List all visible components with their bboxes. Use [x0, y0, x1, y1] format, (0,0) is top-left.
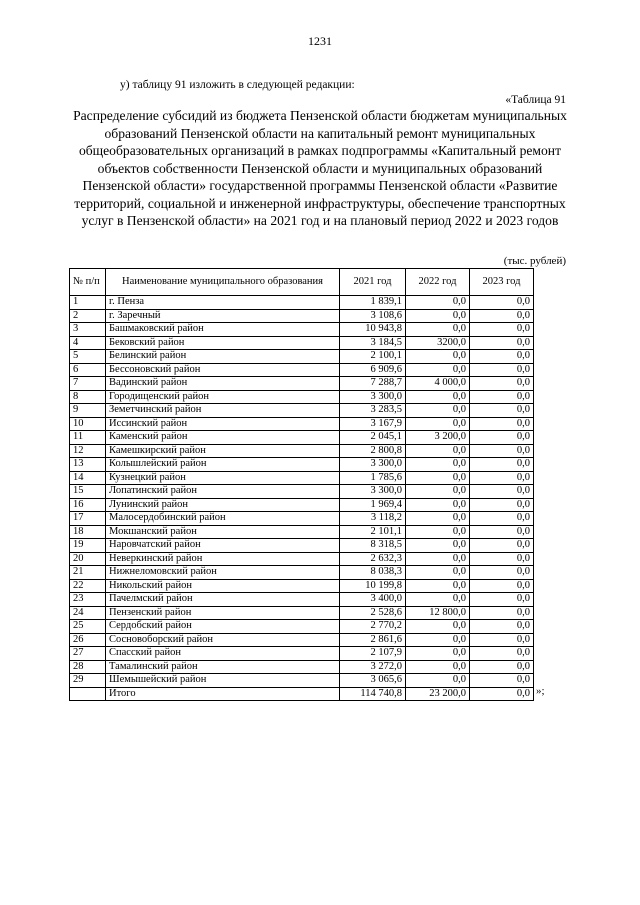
row-name: Бессоновский район	[106, 363, 340, 377]
row-2021: 3 065,6	[340, 674, 406, 688]
row-name: Мокшанский район	[106, 525, 340, 539]
table-row	[70, 363, 534, 377]
row-2022: 3200,0	[406, 336, 470, 350]
row-2023: 0,0	[470, 309, 534, 323]
row-2023: 0,0	[470, 363, 534, 377]
header-2023: 2023 год	[470, 269, 534, 296]
row-name: Иссинский район	[106, 417, 340, 431]
table-row	[70, 620, 534, 634]
row-num: 4	[70, 336, 106, 350]
header-num: № п/п	[70, 269, 106, 296]
row-name: Малосердобинский район	[106, 512, 340, 526]
row-2022: 0,0	[406, 660, 470, 674]
row-num: 8	[70, 390, 106, 404]
row-2022: 0,0	[406, 593, 470, 607]
row-2022: 4 000,0	[406, 377, 470, 391]
subsidy-table	[69, 268, 534, 701]
table-row	[70, 296, 534, 310]
row-2023: 0,0	[470, 444, 534, 458]
row-2023: 0,0	[470, 336, 534, 350]
row-2023: 0,0	[470, 539, 534, 553]
table-row	[70, 390, 534, 404]
row-2023: 0,0	[470, 404, 534, 418]
row-2023: 0,0	[470, 660, 534, 674]
row-2023: 0,0	[470, 323, 534, 337]
row-2023: 0,0	[470, 579, 534, 593]
row-name: Сердобский район	[106, 620, 340, 634]
table-row	[70, 404, 534, 418]
row-name: Пензенский район	[106, 606, 340, 620]
row-name: Наровчатский район	[106, 539, 340, 553]
row-2023: 0,0	[470, 431, 534, 445]
row-2021: 10 199,8	[340, 579, 406, 593]
row-2023: 0,0	[470, 633, 534, 647]
row-num: 19	[70, 539, 106, 553]
row-name: Колышлейский район	[106, 458, 340, 472]
row-num: 10	[70, 417, 106, 431]
row-2022: 0,0	[406, 404, 470, 418]
table-row	[70, 674, 534, 688]
row-num: 23	[70, 593, 106, 607]
row-2023: 0,0	[470, 512, 534, 526]
table-row	[70, 417, 534, 431]
row-2022: 12 800,0	[406, 606, 470, 620]
table-row	[70, 377, 534, 391]
row-num: 12	[70, 444, 106, 458]
row-2021: 3 300,0	[340, 390, 406, 404]
row-num: 28	[70, 660, 106, 674]
row-name: Земетчинский район	[106, 404, 340, 418]
row-num: 27	[70, 647, 106, 661]
row-2021: 3 400,0	[340, 593, 406, 607]
row-2022: 0,0	[406, 458, 470, 472]
row-2023: 0,0	[470, 417, 534, 431]
table-row	[70, 485, 534, 499]
row-2022: 0,0	[406, 485, 470, 499]
row-name: Тамалинский район	[106, 660, 340, 674]
row-2022: 0,0	[406, 309, 470, 323]
row-2022: 3 200,0	[406, 431, 470, 445]
row-2021: 2 528,6	[340, 606, 406, 620]
table-row	[70, 593, 534, 607]
row-name: Лопатинский район	[106, 485, 340, 499]
row-name: Шемышейский район	[106, 674, 340, 688]
row-num: 5	[70, 350, 106, 364]
row-2022: 0,0	[406, 498, 470, 512]
row-2023: 0,0	[470, 350, 534, 364]
row-2022: 0,0	[406, 417, 470, 431]
row-num: 17	[70, 512, 106, 526]
row-2022: 0,0	[406, 552, 470, 566]
row-2022: 0,0	[406, 579, 470, 593]
row-name: Пачелмский район	[106, 593, 340, 607]
row-name: Вадинский район	[106, 377, 340, 391]
row-2023: 0,0	[470, 485, 534, 499]
table-row	[70, 579, 534, 593]
header-name: Наименование муниципального образования	[106, 269, 340, 296]
table-row	[70, 323, 534, 337]
header-2021: 2021 год	[340, 269, 406, 296]
row-2021: 3 272,0	[340, 660, 406, 674]
row-2021: 10 943,8	[340, 323, 406, 337]
row-2023: 0,0	[470, 674, 534, 688]
table-row	[70, 512, 534, 526]
table-row	[70, 471, 534, 485]
row-2022: 0,0	[406, 647, 470, 661]
row-2022: 0,0	[406, 525, 470, 539]
row-2023: 0,0	[470, 458, 534, 472]
row-2021: 2 100,1	[340, 350, 406, 364]
row-2022: 0,0	[406, 296, 470, 310]
row-num: 3	[70, 323, 106, 337]
row-name: Башмаковский район	[106, 323, 340, 337]
row-2023: 0,0	[470, 498, 534, 512]
row-name: Нижнеломовский район	[106, 566, 340, 580]
row-name: Итого	[106, 687, 340, 701]
row-num: 13	[70, 458, 106, 472]
row-2022: 0,0	[406, 323, 470, 337]
row-2021: 3 184,5	[340, 336, 406, 350]
row-2023: 0,0	[470, 377, 534, 391]
row-2022: 0,0	[406, 566, 470, 580]
row-num: 22	[70, 579, 106, 593]
row-num: 11	[70, 431, 106, 445]
row-2021: 2 101,1	[340, 525, 406, 539]
row-2021: 1 839,1	[340, 296, 406, 310]
row-name: Сосновоборский район	[106, 633, 340, 647]
table-label: «Таблица 91	[505, 94, 566, 106]
row-2023: 0,0	[470, 647, 534, 661]
row-num: 25	[70, 620, 106, 634]
units-label: (тыс. рублей)	[503, 255, 566, 267]
row-2021: 3 118,2	[340, 512, 406, 526]
row-2022: 0,0	[406, 390, 470, 404]
row-name: Лунинский район	[106, 498, 340, 512]
row-2023: 0,0	[470, 471, 534, 485]
row-num: 6	[70, 363, 106, 377]
table-row	[70, 552, 534, 566]
row-2021: 2 861,6	[340, 633, 406, 647]
row-2022: 0,0	[406, 363, 470, 377]
row-2022: 0,0	[406, 512, 470, 526]
row-name: Кузнецкий район	[106, 471, 340, 485]
row-2021: 2 632,3	[340, 552, 406, 566]
row-2021: 3 283,5	[340, 404, 406, 418]
row-num: 7	[70, 377, 106, 391]
row-name: Неверкинский район	[106, 552, 340, 566]
row-2021: 3 300,0	[340, 485, 406, 499]
row-2021: 2 770,2	[340, 620, 406, 634]
row-2023: 0,0	[470, 593, 534, 607]
row-2023: 0,0	[470, 687, 534, 701]
row-2021: 1 969,4	[340, 498, 406, 512]
row-2021: 8 318,5	[340, 539, 406, 553]
row-num: 9	[70, 404, 106, 418]
table-row	[70, 525, 534, 539]
row-num: 15	[70, 485, 106, 499]
row-name: Бековский район	[106, 336, 340, 350]
table-row	[70, 566, 534, 580]
row-num: 29	[70, 674, 106, 688]
row-num: 20	[70, 552, 106, 566]
row-num: 26	[70, 633, 106, 647]
table-row	[70, 444, 534, 458]
row-name: Камешкирский район	[106, 444, 340, 458]
row-2021: 3 108,6	[340, 309, 406, 323]
row-2023: 0,0	[470, 525, 534, 539]
row-name: Никольский район	[106, 579, 340, 593]
table-row	[70, 606, 534, 620]
row-2023: 0,0	[470, 606, 534, 620]
table-row	[70, 539, 534, 553]
row-2022: 0,0	[406, 444, 470, 458]
row-2021: 8 038,3	[340, 566, 406, 580]
page-number: 1231	[308, 34, 332, 48]
row-2021: 3 167,9	[340, 417, 406, 431]
table-row	[70, 647, 534, 661]
row-2021: 6 909,6	[340, 363, 406, 377]
row-2022: 0,0	[406, 674, 470, 688]
table-header-row	[70, 269, 534, 296]
row-name: Спасский район	[106, 647, 340, 661]
table-row	[70, 458, 534, 472]
row-num: 24	[70, 606, 106, 620]
table-row	[70, 660, 534, 674]
row-num: 16	[70, 498, 106, 512]
table-row	[70, 431, 534, 445]
row-2023: 0,0	[470, 620, 534, 634]
row-2021: 1 785,6	[340, 471, 406, 485]
row-2021: 3 300,0	[340, 458, 406, 472]
row-name: Белинский район	[106, 350, 340, 364]
total-row	[70, 687, 534, 701]
row-num: 1	[70, 296, 106, 310]
row-2022: 23 200,0	[406, 687, 470, 701]
row-2021: 7 288,7	[340, 377, 406, 391]
row-name: г. Заречный	[106, 309, 340, 323]
table-title: Распределение субсидий из бюджета Пензенской области бюджетам муниципальных образований Пензенской области на капитальный ремонт муниципальных общеобразовательных организаций в рамках подпрограммы «Капитальный ремонт объектов собственности Пензенской области и муниципальных образований Пензенской области» государственной программы Пензенской области «Развитие территорий, социальной и инженерной инфраструктуры, обеспечение транспортных услуг в Пензенской области» на 2021 год и на плановый период 2022 и 2023 годов	[73, 108, 567, 228]
row-num: 14	[70, 471, 106, 485]
row-2022: 0,0	[406, 620, 470, 634]
row-name: Каменский район	[106, 431, 340, 445]
table-row	[70, 350, 534, 364]
row-2023: 0,0	[470, 296, 534, 310]
intro-text: у) таблицу 91 изложить в следующей редакции:	[120, 79, 355, 91]
table-row	[70, 336, 534, 350]
table-row	[70, 498, 534, 512]
row-2022: 0,0	[406, 350, 470, 364]
row-num: 18	[70, 525, 106, 539]
row-2023: 0,0	[470, 552, 534, 566]
row-num: 21	[70, 566, 106, 580]
row-num	[70, 687, 106, 701]
row-2021: 2 800,8	[340, 444, 406, 458]
row-num: 2	[70, 309, 106, 323]
row-2021: 2 045,1	[340, 431, 406, 445]
table-body	[70, 296, 534, 701]
table-row	[70, 633, 534, 647]
row-name: Городищенский район	[106, 390, 340, 404]
header-2022: 2022 год	[406, 269, 470, 296]
row-2022: 0,0	[406, 539, 470, 553]
row-2023: 0,0	[470, 566, 534, 580]
row-name: г. Пенза	[106, 296, 340, 310]
closing-quote: »;	[536, 685, 545, 697]
table-row	[70, 309, 534, 323]
row-2022: 0,0	[406, 633, 470, 647]
row-2023: 0,0	[470, 390, 534, 404]
row-2021: 114 740,8	[340, 687, 406, 701]
row-2022: 0,0	[406, 471, 470, 485]
row-2021: 2 107,9	[340, 647, 406, 661]
